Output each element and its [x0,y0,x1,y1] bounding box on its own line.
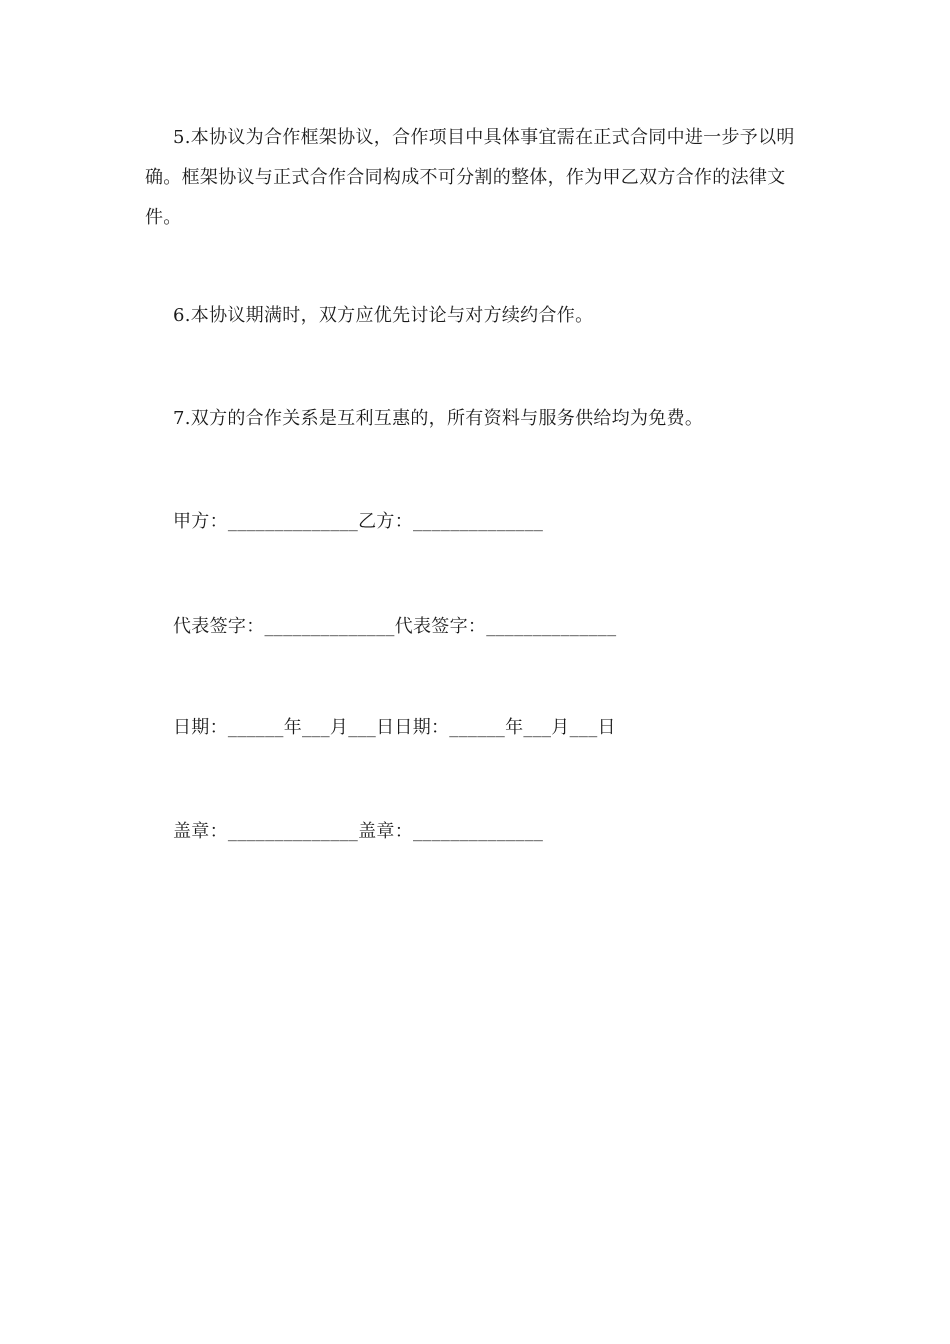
seal-line: 盖章：______________盖章：______________ [173,821,544,842]
clause-7: 7.双方的合作关系是互利互惠的，所有资料与服务供给均为免费。 [173,408,704,429]
clause-5: 5.本协议为合作框架协议，合作项目中具体事宜需在正式合同中进一步予以明确。框架协议与正式合作合同构成不可分割的整体，作为甲乙双方合作的法律文件。 [145,127,795,228]
clause-6: 6.本协议期满时，双方应优先讨论与对方续约合作。 [173,305,594,326]
party-signature-line: 甲方：______________乙方：______________ [173,511,544,532]
representative-signature-line: 代表签字：______________代表签字：______________ [173,616,617,637]
date-line: 日期：______年___月___日日期：______年___月___日 [173,717,616,738]
